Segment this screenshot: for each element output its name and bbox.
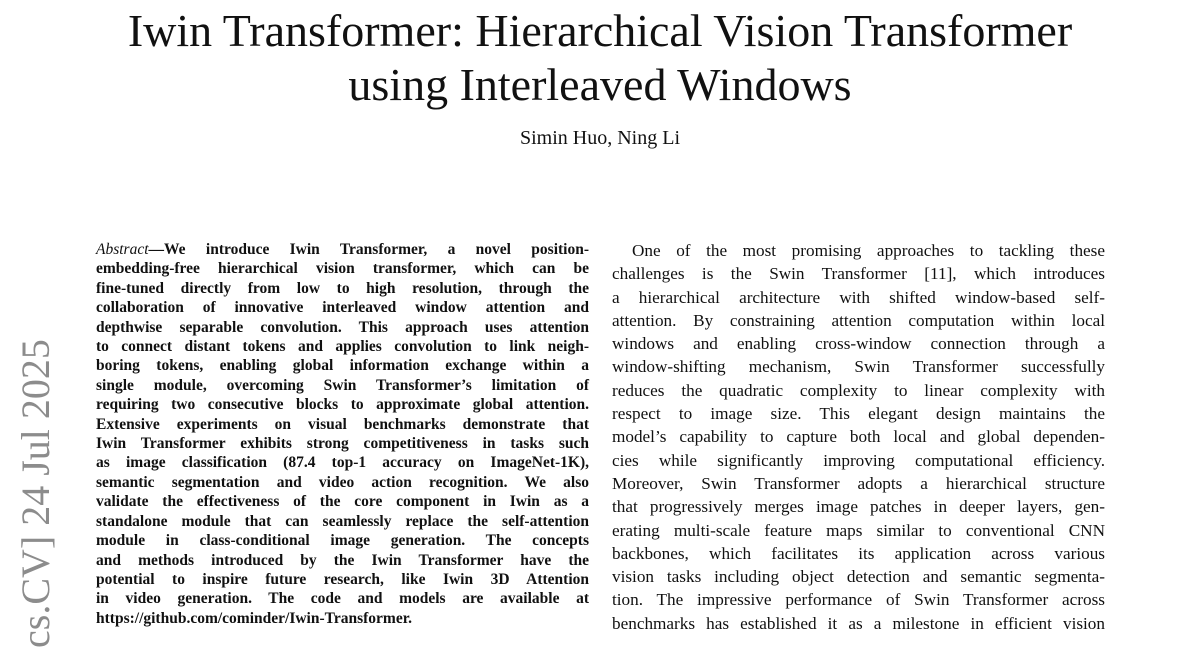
paper-title <box>0 4 1200 112</box>
body-line: that progressively merges image patches in deeper layers, gen- <box>612 497 1105 517</box>
abstract-line: embedding-free hierarchical vision transformer, which can be <box>96 260 589 278</box>
abstract-line: depthwise separable convolution. This approach uses attention <box>96 318 589 336</box>
introduction-body-column <box>612 239 1105 635</box>
body-line: erating multi-scale feature maps similar to conventional CNN <box>612 520 1105 540</box>
body-line: vision tasks including object detection and semantic segmenta- <box>612 567 1105 587</box>
body-line: challenges is the Swin Transformer [11], which introduces <box>612 264 1105 284</box>
body-line: reduces the quadratic complexity to linear complexity with <box>612 380 1105 400</box>
body-line: backbones, which facilitates its application across various <box>612 543 1105 563</box>
abstract-line: as image classification (87.4 top-1 accuracy on ImageNet-1K), <box>96 454 589 472</box>
abstract-line: to connect distant tokens and applies convolution to link neigh- <box>96 338 589 356</box>
body-line: a hierarchical architecture with shifted window-based self- <box>612 287 1105 307</box>
title-line-2: using Interleaved Windows <box>348 59 852 110</box>
abstract-line: Extensive experiments on visual benchmarks demonstrate that <box>96 415 589 433</box>
abstract-line: fine-tuned directly from low to high resolution, through the <box>96 279 589 297</box>
abstract-line: Iwin Transformer exhibits strong competitiveness in tasks such <box>96 435 589 453</box>
abstract-line: semantic segmentation and video action recognition. We also <box>96 473 589 491</box>
abstract-line: single module, overcoming Swin Transformer’s limitation of <box>96 376 589 394</box>
paper-authors: Simin Huo, Ning Li <box>519 127 680 149</box>
abstract-line: collaboration of innovative interleaved window attention and <box>96 299 589 317</box>
abstract-line: validate the effectiveness of the core component in Iwin as a <box>96 493 589 511</box>
abstract-url-line: https://github.com/cominder/Iwin-Transformer. <box>96 609 413 627</box>
abstract-line: and methods introduced by the Iwin Transformer have the <box>96 551 589 569</box>
abstract-label: Abstract <box>96 241 149 258</box>
body-line: tion. The impressive performance of Swin Transformer across <box>612 590 1105 610</box>
body-line: window-shifting mechanism, Swin Transformer successfully <box>612 357 1105 377</box>
abstract-line: potential to inspire future research, like Iwin 3D Attention <box>96 570 589 588</box>
body-line: benchmarks has established it as a milestone in efficient vision <box>612 613 1105 633</box>
abstract-line: requiring two consecutive blocks to approximate global attention. <box>96 396 589 414</box>
body-line: respect to image size. This elegant design maintains the <box>612 404 1105 424</box>
abstract-section <box>96 240 589 628</box>
body-line: cies while significantly improving computational efficiency. <box>612 450 1105 470</box>
abstract-line: Abstract—We introduce Iwin Transformer, a novel position- <box>96 241 589 258</box>
body-line: windows and enabling cross-window connection through a <box>612 334 1105 354</box>
body-line: attention. By constraining attention computation within local <box>612 310 1105 330</box>
body-line: Moreover, Swin Transformer adopts a hierarchical structure <box>612 473 1105 493</box>
abstract-line: in video generation. The code and models are available at <box>96 590 589 608</box>
abstract-line: standalone module that can seamlessly replace the self-attention <box>96 512 589 530</box>
abstract-line: module in class-conditional image generation. The concepts <box>96 532 589 550</box>
title-line-1: Iwin Transformer: Hierarchical Vision Transformer <box>127 5 1073 56</box>
arxiv-identifier-stamp: cs.CV] 24 Jul 2025 <box>13 339 58 648</box>
body-line: One of the most promising approaches to tackling these <box>632 241 1105 260</box>
abstract-line: boring tokens, enabling global information exchange within a <box>96 357 589 375</box>
body-line: model’s capability to capture both local and global dependen- <box>612 427 1105 447</box>
